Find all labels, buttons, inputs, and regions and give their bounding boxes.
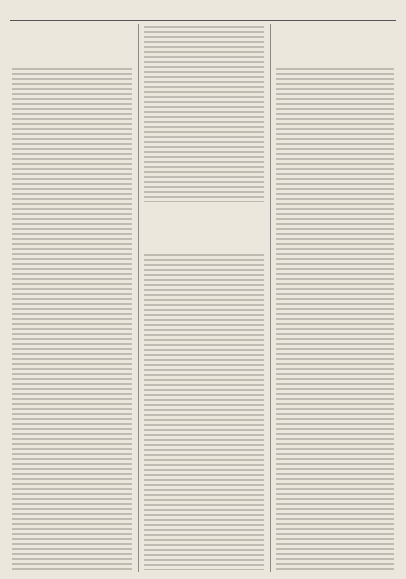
column-2 bbox=[142, 24, 266, 572]
column-1 bbox=[10, 24, 134, 572]
column-divider bbox=[270, 24, 271, 572]
column-3 bbox=[274, 24, 396, 572]
article-1-body bbox=[12, 68, 132, 570]
masthead bbox=[10, 5, 396, 17]
article-3-body bbox=[276, 68, 394, 570]
column-divider bbox=[138, 24, 139, 572]
article-1-continued-body bbox=[144, 26, 264, 202]
article-2-body bbox=[144, 254, 264, 570]
header-rule bbox=[10, 20, 396, 21]
